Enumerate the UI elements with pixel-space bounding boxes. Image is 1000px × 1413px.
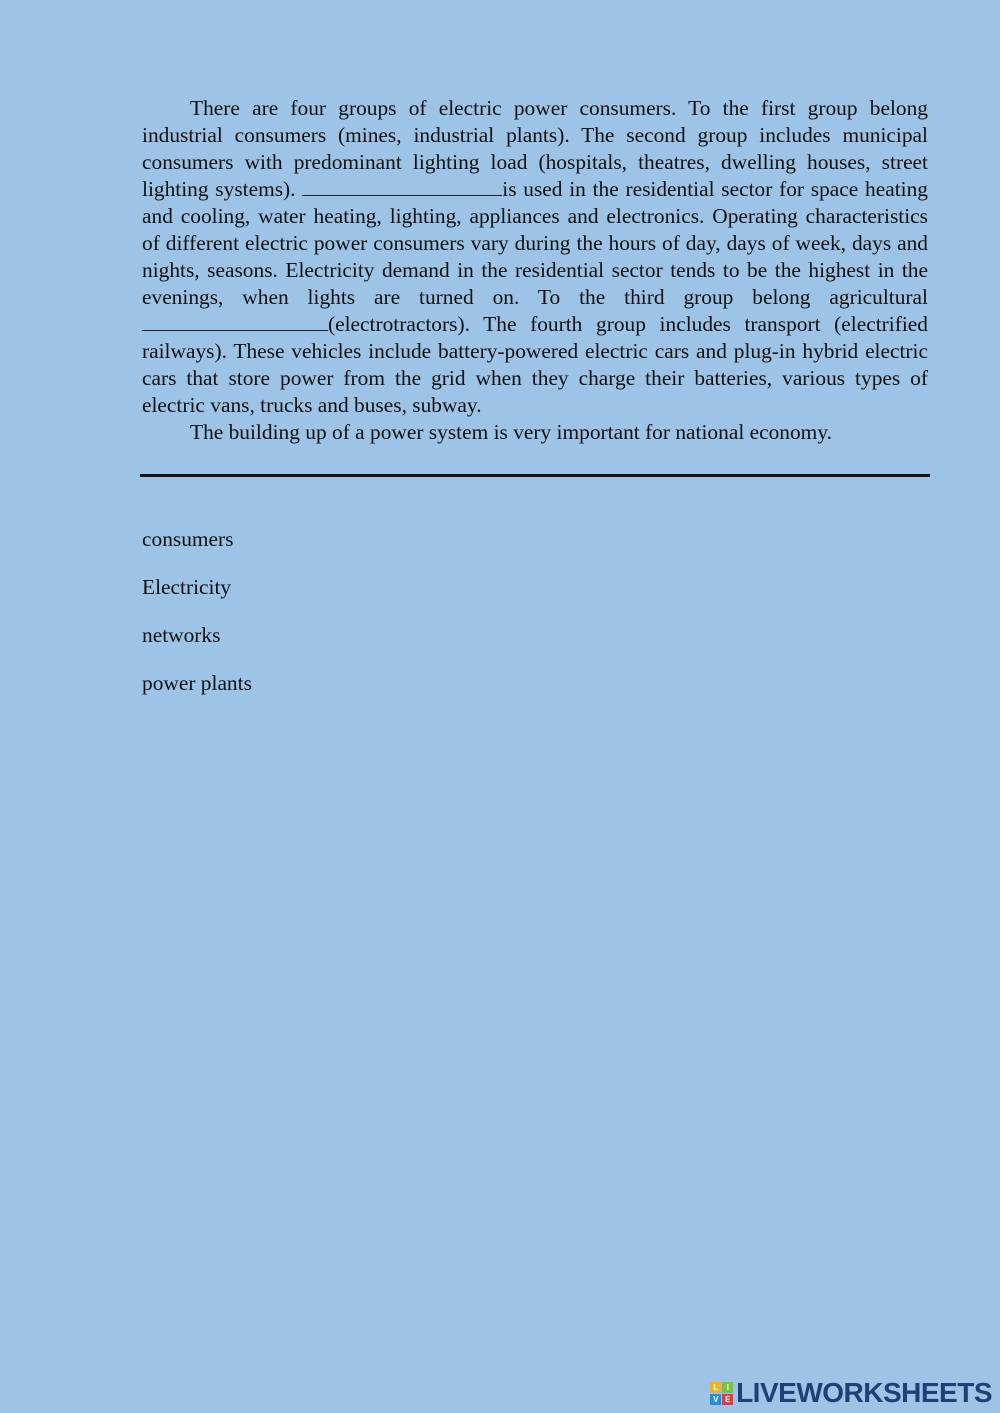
liveworksheets-brand [710, 1377, 992, 1409]
word-bank-item-electricity[interactable]: Electricity [142, 575, 232, 599]
logo-letter-i: I [722, 1382, 733, 1393]
brand-name: LIVEWORKSHEETS [736, 1377, 992, 1408]
paragraph-1-part-b: is used in the residential sector for space heating and cooling, water heating, lighting, appliances and electronics. Operating characteristics of different electric power consumers vary during the hours of day, days of week, days and nights, seasons. Electricity demand in the residential sector tends to be the highest in the evenings, when lights are turned on. To the third group belong agricultural [142, 177, 928, 309]
reading-passage [142, 95, 928, 446]
word-bank-item-networks[interactable]: networks [142, 623, 221, 647]
paragraph-1-part-c: (electrotractors). The fourth group includes transport (electrified railways). These vehicles include battery-powered electric cars and plug-in hybrid electric cars that store power from the grid when they charge their batteries, various types of electric vans, trucks and buses, subway. [142, 312, 928, 417]
paragraph-1-part-a: There are four groups of electric power consumers. To the first group belong industrial consumers (mines, industrial plants). The second group includes municipal consumers with predominant lighting load (hospitals, theatres, dwelling houses, street lighting systems). [142, 96, 928, 201]
paragraph-2: The building up of a power system is very important for national economy. [190, 420, 832, 444]
word-bank [142, 524, 252, 716]
blank-1[interactable] [302, 176, 502, 196]
liveworksheets-logo-icon [710, 1382, 733, 1405]
logo-letter-v: V [710, 1394, 721, 1405]
logo-letter-e: E [722, 1394, 733, 1405]
word-bank-item-power-plants[interactable]: power plants [142, 671, 252, 695]
blank-2[interactable] [142, 311, 328, 331]
logo-letter-l: L [710, 1382, 721, 1393]
paragraph-1 [142, 95, 928, 419]
divider-rule [140, 474, 930, 477]
word-bank-item-consumers[interactable]: consumers [142, 527, 234, 551]
